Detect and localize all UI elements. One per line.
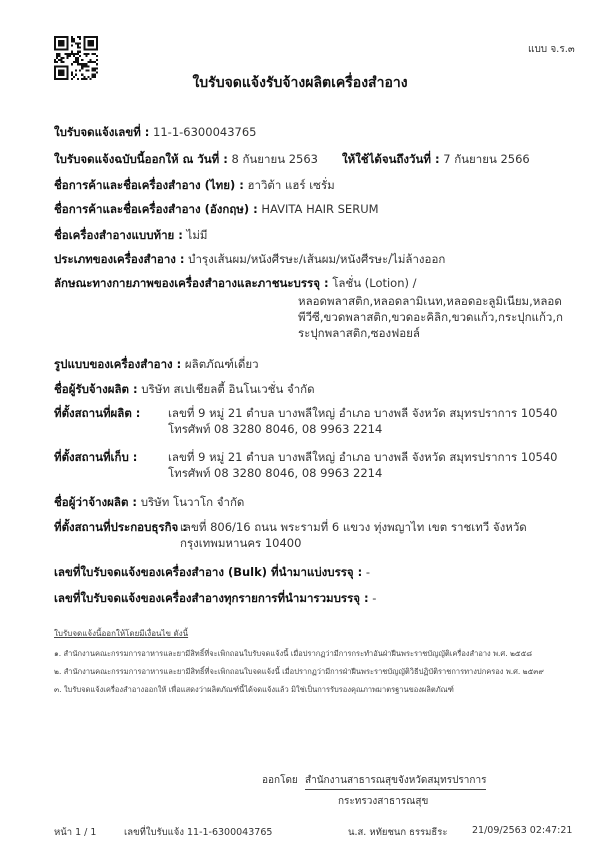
receipt-number-value: 11-1-6300043765 [153, 125, 257, 139]
officer-name: น.ส. หทัยชนก ธรรมธีระ [348, 827, 448, 838]
trade-name-en-row [54, 201, 379, 217]
product-form-label: รูปแบบของเครื่องสำอาง : [54, 357, 182, 371]
page-number: หน้า 1 / 1 [54, 827, 97, 838]
print-timestamp: 21/09/2563 02:47:21 [472, 825, 573, 836]
bulk-row [54, 564, 370, 580]
issue-date-label: ใบรับจดแจ้งฉบับนี้ออกให้ ณ วันที่ : [54, 152, 228, 166]
physical-label: ลักษณะทางกายภาพของเครื่องสำอางและภาชนะบรรจุ : [54, 276, 329, 290]
hirer-row [54, 494, 244, 510]
factory-address-value: เลขที่ 9 หมู่ 21 ตำบล บางพลีใหญ่ อำเภอ บางพลี จังหวัด สมุทรปราการ 10540 โทรศัพท์ 08 3280 8046, 08 9963 2214 [168, 406, 558, 436]
cosmetic-type-value: บำรุงเส้นผม/หนังศีรษะ/เส้นผม/หนังศีรษะ/ไม่ล้างออก [188, 252, 446, 266]
business-address-value: เลขที่ 806/16 ถนน พระรามที่ 6 แขวง ทุ่งพญาไท เขต ราชเทวี จังหวัด กรุงเทพมหานคร 10400 [180, 520, 527, 550]
condition-item: ๒. สำนักงานคณะกรรมการอาหารและยามีสิทธิ์ที่จะเพิกถอนใบจดแจ้งนี้ เมื่อปรากฏว่ามีการฝ่าฝืนพระราชบัญญัติวิธีปฏิบัติราชการทางปกครอง พ.ศ. ๒๕๓๙ [54, 667, 544, 676]
cosmetic-type-row [54, 251, 445, 267]
storage-address-value: เลขที่ 9 หมู่ 21 ตำบล บางพลีใหญ่ อำเภอ บางพลี จังหวัด สมุทรปราการ 10540 โทรศัพท์ 08 3280 8046, 08 9963 2214 [168, 450, 558, 480]
bulk-value: - [365, 565, 371, 579]
factory-address-label: ที่ตั้งสถานที่ผลิต : [54, 406, 141, 420]
hirer-value: บริษัท โนวาโก จำกัด [140, 495, 245, 509]
hirer-label: ชื่อผู้ว่าจ้างผลิต : [54, 495, 138, 509]
physical-row [54, 275, 417, 291]
trade-name-th-row [54, 177, 335, 193]
product-form-value: ผลิตภัณฑ์เดี่ยว [184, 357, 259, 371]
trade-name-th-value: ฮาวิต้า แฮร์ เซรั่ม [247, 178, 335, 192]
valid-until-value: 7 กันยายน 2566 [443, 152, 530, 166]
receipt-number-label: ใบรับจดแจ้งเลขที่ : [54, 125, 150, 139]
combined-row [54, 590, 376, 606]
bulk-label: เลขที่ใบรับจดแจ้งของเครื่องสำอาง (Bulk) ที่นำมาแบ่งบรรจุ : [54, 565, 363, 579]
trade-name-en-label: ชื่อการค้าและชื่อเครื่องสำอาง (อังกฤษ) : [54, 202, 258, 216]
issuer-office: สำนักงานสาธารณสุขจังหวัดสมุทรปราการ [305, 773, 486, 790]
receipt-number-row [54, 124, 256, 140]
condition-item: ๓. ใบรับจดแจ้งเครื่องสำอางออกให้ เพื่อแสดงว่าผลิตภัณฑ์นี้ได้จดแจ้งแล้ว มิใช่เป็นการรับรองคุณภาพมาตรฐานของผลิตภัณฑ์ [54, 685, 454, 694]
combined-value: - [372, 591, 377, 605]
valid-until-row [342, 151, 530, 167]
suffix-name-value: ไม่มี [186, 228, 208, 242]
issue-date-row [54, 151, 318, 167]
issue-date-value: 8 กันยายน 2563 [231, 152, 318, 166]
cosmetic-type-label: ประเภทของเครื่องสำอาง : [54, 252, 185, 266]
condition-item: ๑. สำนักงานคณะกรรมการอาหารและยามีสิทธิ์ที่จะเพิกถอนใบรับจดแจ้งนี้ เมื่อปรากฏว่ามีการกระทำอันฝ่าฝืนพระราชบัญญัติเครื่องสำอาง พ.ศ. ๒๕๕๘ [54, 649, 533, 658]
trade-name-en-value: HAVITA HAIR SERUM [261, 202, 379, 216]
storage-address-label-row [54, 449, 137, 465]
manufacturer-label: ชื่อผู้รับจ้างผลิต : [54, 382, 138, 396]
trade-name-th-label: ชื่อการค้าและชื่อเครื่องสำอาง (ไทย) : [54, 178, 244, 192]
factory-address-label-row [54, 405, 140, 421]
valid-until-label: ให้ใช้ได้จนถึงวันที่ : [342, 152, 440, 166]
issued-by-label: ออกโดย [262, 775, 298, 786]
issuer-ministry: กระทรวงสาธารณสุข [338, 796, 429, 807]
physical-value: โลชั่น (Lotion) / [332, 276, 417, 290]
business-address-label-row [54, 519, 187, 535]
business-address-label: ที่ตั้งสถานที่ประกอบธุรกิจ : [54, 520, 187, 534]
manufacturer-row [54, 381, 315, 397]
combined-label: เลขที่ใบรับจดแจ้งของเครื่องสำอางทุกรายการที่นำมารวมบรรจุ : [54, 591, 369, 605]
suffix-name-label: ชื่อเครื่องสำอางแบบท้าย : [54, 228, 183, 242]
form-code: แบบ จ.ร.๓ [528, 44, 575, 55]
container-list: หลอดพลาสติก,หลอดลามิเนท,หลอดอะลูมิเนียม,หลอดพีวีซี,ขวดพลาสติก,ขวดอะคิลิก,ขวดแก้ว,กระปุกแก้ว,กระปุกพลาสติก,ซองฟอยล์ [298, 294, 564, 340]
document-title: ใบรับจดแจ้งรับจ้างผลิตเครื่องสำอาง [192, 75, 408, 91]
product-form-row [54, 356, 259, 372]
footer-receipt-ref: เลขที่ใบรับแจ้ง 11-1-6300043765 [124, 827, 273, 838]
manufacturer-value: บริษัท สเปเชียลตี้ อินโนเวชั่น จำกัด [141, 382, 315, 396]
storage-address-label: ที่ตั้งสถานที่เก็บ : [54, 450, 138, 464]
conditions-heading: ใบรับจดแจ้งนี้ออกให้โดยมีเงื่อนไข ดังนี้ [54, 629, 189, 638]
suffix-name-row [54, 227, 208, 243]
